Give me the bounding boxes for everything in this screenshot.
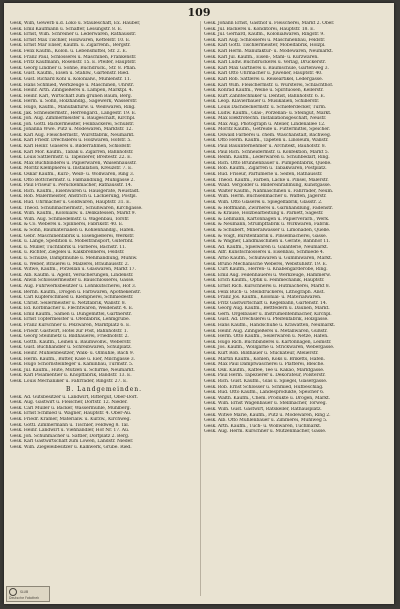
- directory-entry: Gesk. Louis Sattlermstr. u. Tapezierer, Breitestr. 22. E.: [10, 155, 132, 161]
- directory-entry: Gesk. Konrad Kaufm., Weine u. Spirituosen, Kellerstr.: [204, 88, 324, 94]
- directory-entry: Gesk. Franz Paul, Schlosserei u. Maschinen, Frankenstr.: [10, 54, 137, 60]
- directory-entry: Gesk. Karl Wilh. Fleischermstr. u. Wursterei, Schlachthof.: [204, 82, 334, 88]
- directory-entry: Gesk. Jul. Kaufm., Hüte, Mützen u. Schirme, Neumarkt.: [10, 367, 135, 373]
- directory-entry: Gesk. Rud. Friseur, Parfümerie u. Seifen, Rathausstr.: [204, 172, 323, 178]
- directory-entry: Gesk. Moritz Kaufm., Getreide u. Futtermittel, Speicher.: [204, 127, 330, 133]
- directory-entry: Gesk. Wilh. Otto Glaserei u. Spiegelfabrik, Glasstr. 2.: [204, 200, 323, 205]
- directory-entry: Gesk. Karl Otto Uhrmacher u. Juwelier, Hauptstr. 40.: [204, 71, 323, 77]
- directory-entry: Gesk. Max Paul Dampfwäscherei u. Plätterei, Bleiche.: [204, 362, 325, 368]
- directory-entry: Gesk. Joh. Aug. Zimmermeister u. Baugeschäft, Kirchpl.: [10, 116, 136, 122]
- directory-entry: Gesk. Ludw. Kaufm., Glas-, Porzellan- u. Steingut, Markt.: [204, 110, 332, 116]
- directory-entry: Gesk. Karl Gastwirtschaft zum Löwen, Landstr. Nieder.: [10, 439, 134, 445]
- directory-entry: Gesk. Fritz Gastwirtschaft u. Kegelbahn, Gartenstr. 14.: [204, 300, 328, 306]
- directory-entry: Gesk. Georg Steinmetz u. Bildhauerei, Friedhofstr. 2.: [10, 334, 129, 340]
- directory-entry: Gesk. Karl Aug. Schlosserei u. Maschinenbau, Feldstr.: [204, 37, 326, 43]
- directory-entry: Gesk. Otto Böttchermstr. u. Faßhandlung, Mühlgasse 2.: [10, 177, 135, 183]
- directory-entry: Gesk. Karl Gottl. Tischlermeister, Möbelfabrik, Holzpl.: [204, 43, 326, 49]
- directory-entry: Gesk. Karl Rob. Sattlerei u. Reiseartikel, Ledergasse.: [204, 76, 323, 82]
- directory-entry: Gesk. & Lehmann, Kartonnagen u. Papierverarb., Werk.: [204, 216, 330, 222]
- directory-entry: Gesk. Witwe, Kaufm., Porzellan u. Glaswaren, Markt 17.: [10, 267, 136, 273]
- directory-entry: Gesk. Reinh. Kaufm., Lederwaren u. Schuhbedarf, Ring.: [204, 155, 330, 161]
- directory-entry: Gesk. Heinr. Aug. Zinngießerei u. Metallwaren, Gußstr.: [204, 328, 328, 334]
- directory-entry: Gesk. Felix Buch- u. Steindruckerei, Lithograph. Anst.: [204, 289, 325, 295]
- directory-entry: Gesk. & Neumann, Strumpffabrik u. Wirkwaren, Fabrik.: [204, 222, 330, 228]
- directory-entry: Gesk. u. Weber, Brauerei u. Mälzerei, Brauhausstr. 2.: [10, 261, 129, 267]
- directory-entry: Gesk. Herm. Kaufm., Butter, Käse u. Eier, Milchgasse 3.: [10, 356, 135, 362]
- directory-entry: Gesk. Karl Jul. Kaufm., Eisen-, Stahl- u. Kurzwaren.: [204, 54, 319, 60]
- directory-entry: Gesk. Theod. Kaufm., Farben, Lacke u. Pinsel, Malerstr.: [204, 177, 329, 183]
- directory-entry: Gesk. Emil Kaufm., Samen u. Düngemittel, Gärtnerstr.: [10, 311, 132, 317]
- directory-entry: Gesk. Leop. Klavierbauer u. Musikalien, Schillerstr.: [204, 99, 320, 105]
- directory-entry: Gesk. Arno Kaufm., Schuhwaren u. Gummiwaren, Markt.: [204, 255, 333, 261]
- column-divider: [200, 21, 201, 596]
- directory-entry: Gesk. Rob. Ernst Schlosser u. Schmied, Hufbeschlag.: [204, 384, 324, 390]
- directory-entry: Gesk. Karl Posamentier u. Knopffabrik, Bandstr. 13. E.: [10, 373, 132, 379]
- directory-entry: Gesk. Louis Mechaniker u. Fahrräder, Ringstr. 27. E.: [10, 379, 128, 384]
- directory-entry: Gesk. Karl Mor. Kaufm., Tabak u. Zigarren, Bahnhofstr.: [10, 149, 134, 155]
- directory-entry: Gesk. Karl Friedr. Drechslerei u. Holzwaren, Hofstr. 5.: [10, 138, 132, 144]
- directory-entry: Gesk. Karl Heinr. Glaserei u. Bilderrahmen, Schloßstr.: [10, 144, 132, 150]
- directory-entry: Gesk. & Schubert, Mineralwasser u. Limonaden, Quelle.: [204, 227, 331, 233]
- directory-entry: Gesk. Jul. Bäckerei u. Konditorei, Hauptstr. 18. E.: [204, 26, 315, 32]
- directory-entry: Gesk. Witwe Marie, Kaufm., Putz u. Modewaren, Ring 2.: [204, 412, 331, 418]
- directory-entry: Gesk. u. Richter, Ziegelei u. Kalkbrennerei, Feldstr.: [10, 250, 125, 256]
- directory-entry: Gesk. Kurt Zahntechniker u. Dentist, Bahnhofstr. 6. E.: [204, 93, 325, 99]
- directory-entry: Gesk. Paul Friseur u. Perückenmacher, Rathausstr. 14.: [10, 183, 133, 189]
- stamp-line-2: Deutsche Fotothek: [9, 596, 40, 600]
- directory-entry: Gesk. Max Aug. Photograph u. Atelier, Lindenallee 12.: [204, 121, 326, 127]
- directory-entry: Gesk. Carl Müller u. Bäcker, Wassermühle, Mühlberg.: [10, 405, 131, 411]
- directory-entry: Gesk. u. Müller, Tuchfabrik u. Färberei, Bachstr. 11.: [10, 244, 127, 250]
- directory-entry: Gesk. Heinr. Landwirt u. Viehhändler, Hof Nr. 17. Au.: [10, 428, 130, 434]
- directory-entry: Gesk. Johann Ernst, Gasthof u. Fleischerei, Markt 2. Ober.: [204, 21, 335, 26]
- directory-entry: Gesk. Franz Kürschner u. Pelzwaren, Marktplatz 6. E.: [10, 323, 131, 329]
- directory-entry: Gesk. Wilh. Ernst Wagenbauer u. Stellmacher, Torweg.: [204, 401, 327, 407]
- directory-entry: Gesk. Rob. Kaufm., Zigarren u. Tabakwaren, Postplatz.: [204, 166, 327, 172]
- directory-entry: Gesk. Alwin Schlossermeister u. Bauschlosserei, Gasse.: [10, 278, 135, 284]
- directory-entry: Gesk. Carl Kupferschmied u. Klempnerei, Schmiedestr.: [10, 295, 134, 301]
- directory-entry: Gesk. Wilh. Aug. Schmiedemstr. u. Wagenbau, Torstr.: [10, 216, 130, 222]
- directory-entry: Gesk. Ernst Töpfermeister u. Ofenfabrik, Lehmgrube.: [10, 317, 130, 323]
- directory-entry: Gesk. Osk. Kaufm., Kaffee, Tee u. Kakao, Marktgasse.: [204, 367, 325, 373]
- directory-entry: Gesk. Friedr. Gastwirt, Hotel zur Post, Bahnhofstr. 1.: [10, 328, 128, 334]
- directory-entry: Gesk. Aug. Gastwirt u. Fleischer, Dorfstr. 12. Nieder.: [10, 400, 128, 406]
- page-number: 109: [187, 6, 211, 19]
- directory-entry: Gesk. Gotth. Kaufm., Leinen u. Baumwollw., Weberstr.: [10, 339, 132, 345]
- directory-entry: Gesk. Ernst Max Tischler, Holzwaren, Kettelstr. 10. E.: [10, 37, 131, 43]
- directory-entry: Gesk. Hugo, Kaufm., Manufakturw. u. Weißwaren, Ring.: [10, 104, 136, 110]
- directory-entry: Gesk. Herm. Otto Kaufm., Seilerwaren u. Netze, Hafen.: [204, 334, 329, 340]
- directory-entry: Gesk. Jak. Schneidermstr., Herrengard., Langestr. 19. E.: [10, 110, 137, 116]
- directory-entry: Gesk. Ernst Rich. Kürschnerei u. Hutmacherei, Markt 8.: [204, 283, 330, 289]
- directory-entry: Gesk. Curt Kaufm., Herren- u. Knabengarderobe, Ring.: [204, 267, 328, 273]
- directory-entry: Gesk. Paul Rich. Schneidermstr. u. Konfektion, Markt 5.: [204, 149, 329, 155]
- directory-entry: Gesk. Rich. Gust. Kaufm., Glas u. Spiegel, Glasergasse.: [204, 379, 328, 384]
- directory-entry: Gesk. Gust. Kaufm., Eisen u. Stahlw., Gartenstr. Ried.: [10, 71, 130, 77]
- directory-entry: Gesk. & Sohn, Baumaterialien u. Kohlenhandlg., Hafen.: [10, 227, 135, 233]
- directory-entry: Gesk. Karl Herm. Manufaktur- u. Modewaren, Neumarkt.: [204, 48, 333, 54]
- stamp-line-1: SLUB: [20, 590, 29, 594]
- directory-entry: Gesk. Hugo Rich. Buchbinderei u. Kartonnagen, Leimstr.: [204, 339, 332, 345]
- directory-entry: Gesk. Ed. Korbmacher u. Flechtwaren, Weidenstr. 4. E.: [10, 306, 134, 312]
- directory-entry: Gesk. Karl Aug. Fleischermstr., Wurstfabrik, Neumarkt.: [10, 132, 135, 138]
- directory-entry: Gesk. Theod. Schuhmachermstr., Schuhwaren, Kirchgasse.: [10, 205, 143, 211]
- directory-entry: Gesk. Karl Max Gärtnerei u. Baumschule, Gartenweg 3.: [204, 65, 329, 71]
- directory-entry: Gesk. Rob. Malermeister, Anstrich u. Lackierung, Postpl.: [10, 194, 137, 200]
- directory-entry: Gesk. & Hoffmann, Zwirnerei u. Garnhandlung, Fadenstr.: [204, 205, 333, 211]
- directory-entry: Gesk. & Co. Weberei u. Spinnerei, Fabrikstr. 40. E.: [10, 222, 124, 228]
- directory-entry: Gesk. Rud. Otto Kaufm., Landesprodukte, Speicher 6.: [204, 390, 325, 396]
- directory-entry: Gesk. Karl Ludw. Buchdruckerei u. Verlag, Druckerstr.: [204, 60, 326, 66]
- directory-entry: Gesk. Oskar Kaufm., Kurz-, Weiß- u. Wollwaren, Ring 3.: [10, 172, 135, 178]
- directory-entry: Gesk. Hans Schmied, Werkzeuge u. Maschinen, Uhrstr.: [10, 82, 134, 88]
- directory-entry: Gesk. Georg Aug. Kaufm., Bettfedern u. Daunen, Markt.: [204, 306, 330, 312]
- directory-entry: Gesk. Gust. Ad. Drechslerei u. Pfeifenfabrik, Holzgasse.: [204, 317, 329, 323]
- directory-entry: Gesk. Rich. Otto Brunnenbauer u. Pumpenfabrik, Quelle.: [204, 160, 332, 166]
- directory-entry: Gesk. Rud. Uhrmacher u. Goldwaren, Hauptstr. 31. E.: [10, 200, 131, 205]
- directory-entry: Gesk. Gerh. Orgelbauer u. Instrumentenmacher, Kirchpl.: [204, 311, 332, 317]
- directory-entry: Gesk. Heinr. Karl, Wirtschaft zum grünen Baum, Berg.: [10, 93, 132, 99]
- left-column: [10, 21, 198, 451]
- directory-entry: Gesk. Georg Lindner u. Söhne, Buchdruck., Str. 8. Pflan.: [10, 65, 137, 71]
- directory-entry: Gesk. Herm. u. Sohn, Holzhandlg., Sägewerk, Wasserstr.: [10, 99, 138, 105]
- directory-entry: Gesk. Heinr. Arth. Zinngießerei u. Lampen, Marktpl. 4.: [10, 88, 133, 94]
- directory-entry: Gesk. Franz Jos. Kaufm., Kolonial- u. Materialwaren.: [204, 295, 322, 301]
- directory-entry: Gesk. & Voigt, Bürstenfabrik u. Pinselmacherei, Gasse.: [204, 233, 328, 239]
- directory-entry: Gesk. Emil Kaufmann u. Schaffer, Lessingstr. 8. E.: [10, 26, 123, 32]
- directory-entry: Gesk. Erich Kaufm., Optik u. Feinmechanik, Hauptstr.: [204, 278, 325, 284]
- directory-entry: Gesk. Hans Kaufm., Handschuhe u. Krawatten, Neumarkt.: [204, 323, 336, 329]
- directory-entry: Gesk. & Krause, Holzbearbeitung u. Parkett, Sägestr.: [204, 211, 324, 217]
- directory-entry: Gesk. Kurt Rob. Bildhauer u. Stuckateur, Atelierstr.: [204, 351, 319, 357]
- directory-entry: Gesk. Jos. Kaufm., Wollgarne u. Strickwaren, Webergasse.: [204, 345, 335, 351]
- directory-entry: Gesk. Max Elektrotechn. Installationsgeschäft, Neustr.: [204, 116, 327, 122]
- document-page: [4, 3, 394, 604]
- directory-entry: Gesk. Gust. Buchhändler u. Schreibwaren, Schulplatz.: [10, 345, 132, 351]
- directory-entry: Gesk. Joh. Gottl. Bäckermeister, Feinbäckerei, Schulstr.: [10, 121, 134, 127]
- directory-entry: Gesk. Rich. Kaufm., Eisenwaren u. Hausgeräte, Neustadt.: [10, 188, 140, 194]
- directory-entry: Gesk. Ernst Schmied u. Wagner, Hauptstr. 4. Ober-Au.: [10, 411, 132, 417]
- directory-entry: Gesk. Felix Kaufm., Kolon. u. Lebensmittel, Str. 2. E.: [10, 48, 127, 54]
- directory-entry: Gesk. Ernst, Wilh. Schreiner u. Lederwaren, Rathausstr.: [10, 32, 136, 38]
- directory-entry: Gesk. Heinr. Mühlenbesitzer, Walk- u. Ölmühle, Bach 9.: [10, 351, 134, 357]
- directory-entry: Gesk. Christ. Seilermeister u. Netzfabrik, Wallstr. 8.: [10, 300, 126, 306]
- directory-entry: Gesk. u. Schulze, Dampfmühle u. Mehlhandlung, Mühlw.: [10, 255, 138, 261]
- directory-entry: Gesk. Arth. Kaufm., Tuch- u. Wollwaren, Tuchmarkt.: [204, 423, 322, 429]
- directory-entry: Gesk. Moritz Klempnerei u. Installation, Kreuzstr. 7. E.: [10, 166, 133, 172]
- directory-entry: Gesk. Otto Herm. Kaufm., Tapeten u. Linoleum, Wallstr.: [204, 138, 329, 144]
- directory-entry: Gesk. Emil Aug. Feilenhauerei u. Werkzeuge, Hammerw.: [204, 272, 331, 278]
- directory-entry: Gesk. Gust. Richard Kohl u. Kolonialw., Mühlenstr. 11.: [10, 76, 132, 82]
- directory-entry: Gesk. Max Buchbinderei u. Papierwaren, Waisenhausstr.: [10, 160, 137, 166]
- directory-entry: Gesk. Johanna Wwe. Putz u. Modewaren, Marktstr. 12.: [10, 127, 133, 133]
- directory-entry: Gesk. & Wagner, Landmaschinen u. Geräte, Bahnhof 11.: [204, 239, 331, 245]
- directory-entry: Gesk. Walth. Kaufm., Chem. Produkte u. Drogen, Markt.: [204, 395, 330, 401]
- directory-entry: Gesk. Hugo Schornsteinfeger u. Kaminbau, Turmstr. 5.: [10, 362, 134, 368]
- directory-entry: Gesk. Wilh. Gust. Gastwirt, Ratskeller, Rathausplatz.: [204, 406, 322, 412]
- directory-entry: Gesk. Wilh. Kaufm., Kolonialw. u. Delikatessen, Markt 9.: [10, 211, 136, 217]
- directory-entry: Gesk. Bernh. Kaufm., Drogen u. Farbwaren, Apothekenstr.: [10, 289, 141, 295]
- directory-entry: Gesk. Bruno Mechanische Weberei, Webstuhlstr. 19. E.: [204, 261, 328, 267]
- directory-entry: Gesk. Oswald Färberei u. chem. Waschanstalt, Bachweg.: [204, 132, 332, 138]
- directory-entry: Gesk, Wilh, Gewerb u.d. Loko u. Stauleschaft, Ex. Hauber,: [10, 21, 141, 26]
- directory-entry: Gesk. Fritz Kaufmann, Rosenstr. 15. E. Pfeifer, Hauptstr.: [10, 60, 137, 66]
- directory-entry: Gesk. Aug. Fuhrwerksbesitzer u. Lohnkutscherei, Hof 3.: [10, 283, 137, 289]
- directory-entry: Gesk. Alb. Otto Mühlenbauer u. Zimmerei, Mühlweg 5.: [204, 418, 328, 424]
- directory-entry: Gesk. Ad. Kaufm., Spielwaren u. Galanterie, Neumarkt.: [204, 244, 329, 250]
- directory-entry: Gesk. Ad. Gutsbesitzer u. Landwirt, Rittergut, Ober-Dorf.: [10, 394, 138, 400]
- library-logo-icon: [9, 588, 17, 596]
- directory-entry: Gesk. Gottl. Zimmermann u. Tischler, Feldweg 8. Tal.: [10, 422, 129, 428]
- directory-entry: Gesk. u. Lange, Spedition u. Möbeltransport, Güterbhf.: [10, 239, 134, 245]
- directory-entry: Gesk. Martin Kaufm., Kohlen, Koks u. Briketts, Hafen.: [204, 356, 325, 362]
- directory-entry: Gesk. Wald. Vergolder u. Bildereinrahmung, Kunstgasse.: [204, 183, 331, 189]
- directory-entry: Gesk. Wilh. Herm. Büchsenmacher u. Waffen, Jägerstr.: [204, 194, 327, 200]
- directory-entry: Gesk. Paul Bauunternehmer u. Architekt, Bauhofstr. 8.: [204, 144, 326, 150]
- library-stamp: [6, 586, 50, 602]
- directory-entry: Gesk. Paul Herm. Tapezierer u. Dekorateur, Polsterstr.: [204, 373, 326, 379]
- directory-entry: Gesk. Walter Kaufm., Nähmaschinen u. Fahrräder, Neum.: [204, 188, 334, 194]
- section-heading: B. Landgemeinden.: [65, 385, 143, 393]
- directory-entry: Gesk. Gebr. Maschinenfabrik u. Eisengießerei, Werkstr.: [10, 233, 135, 239]
- directory-entry: Gesk. Alb. Kaufm. u. Agent, Versicherungen, Lindenstr.: [10, 272, 134, 278]
- directory-entry: Gesk. Ernst Mar Eliser, Kaufm. u. Zigarrenh., Bergstr.: [10, 43, 131, 49]
- directory-entry: Gesk. Jul. Gerhard, Kaufm., Kolonialwaren, Ringstr. 9.: [204, 32, 325, 38]
- directory-entry: Gesk. Aug. Herm. Kürschner u. Mützenmacher, Gasse.: [204, 429, 327, 435]
- directory-entry: Gesk. Alfr. Kunstschlosserei u. Eisenbau, Schmiede 4.: [204, 250, 325, 256]
- directory-entry: Gesk. Wilh. Ziegeleibesitzer u. Kalkwerk, Grube. Ried.: [10, 444, 132, 450]
- directory-entry: Gesk. Friedr. Krämer, Materialw. u. Kurzw., Kirchweg.: [10, 416, 131, 422]
- directory-entry: Gesk. Joh. Schuhmacher u. Sattler, Dorfplatz 2. Berg.: [10, 433, 130, 439]
- directory-entry: Gesk. Louis Dachdeckermstr. u. Schieferdecker, Turm.: [204, 104, 327, 110]
- right-column: [204, 21, 392, 435]
